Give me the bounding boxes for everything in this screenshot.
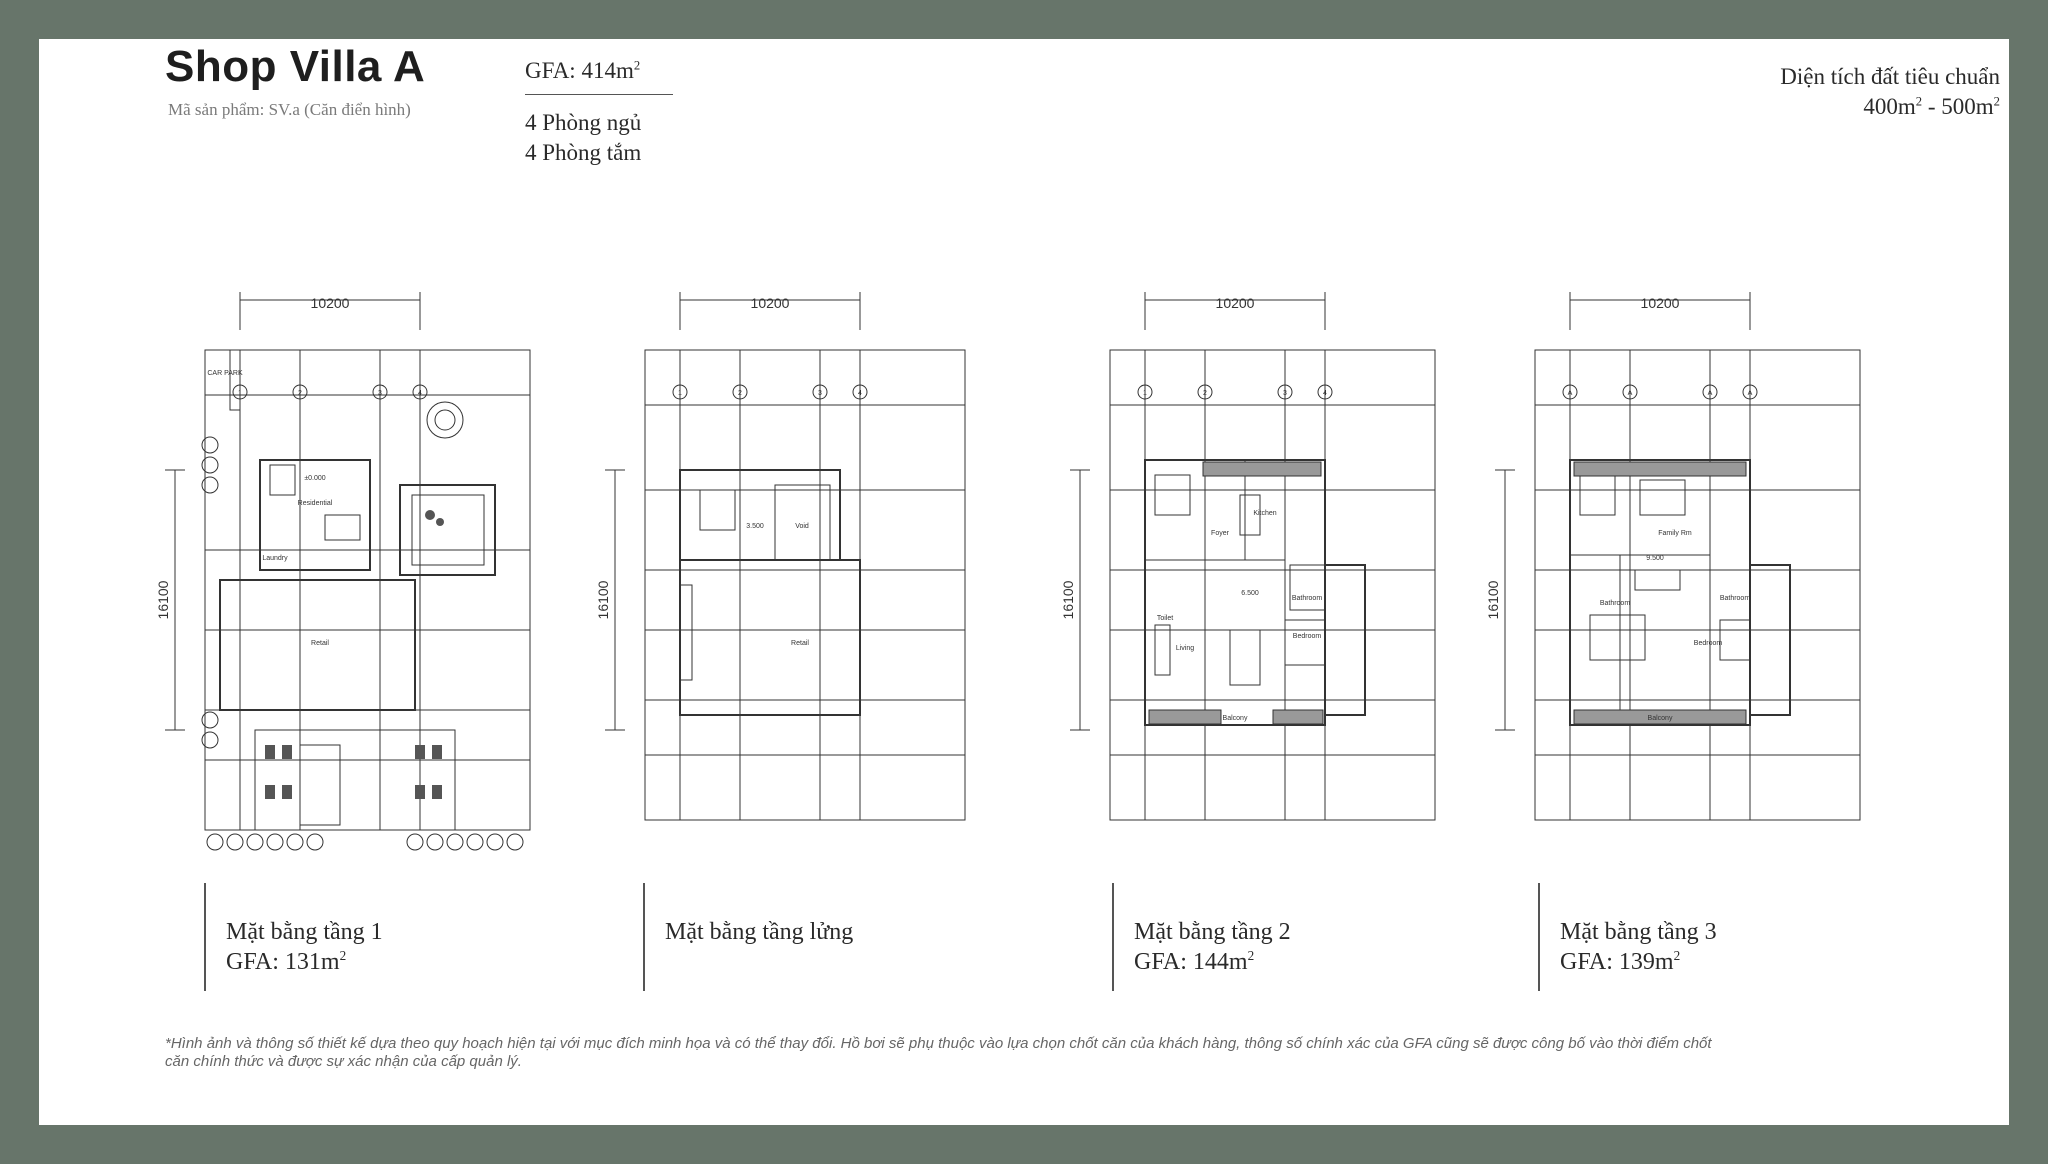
svg-text:3.500: 3.500: [746, 523, 764, 530]
floor-plan-2: [1055, 290, 1455, 870]
svg-text:1: 1: [678, 390, 682, 397]
plan-3-width: 10200: [1640, 295, 1680, 311]
caption-floor-1-gfa: GFA: $131m^2$: [226, 948, 347, 975]
caption-floor-3-gfa: GFA: $139m^2$: [1560, 948, 1681, 975]
svg-text:Balcony: Balcony: [1222, 715, 1248, 722]
bathroom-count: 4 Phòng tắm: [525, 140, 642, 165]
bedroom-count: 4 Phòng ngủ: [525, 110, 642, 135]
caption-floor-mezzanine-title: Mặt bằng tầng lửng: [665, 919, 854, 945]
svg-text:Kitchen: Kitchen: [1253, 510, 1277, 517]
plan-3-depth: 16100: [1485, 580, 1501, 620]
svg-text:Family Rm: Family Rm: [1658, 530, 1692, 537]
svg-text:4: 4: [1323, 390, 1327, 397]
caption-floor-mezzanine: [643, 883, 853, 991]
svg-text:Bathroom: Bathroom: [1719, 595, 1751, 602]
land-area: [1780, 62, 2000, 122]
floor-plan-1-drawing: [150, 290, 550, 870]
svg-text:Retail: Retail: [791, 640, 809, 647]
floor-plan-3: [1480, 290, 1880, 870]
floor-plan-1: [150, 290, 550, 870]
svg-text:±0.000: ±0.000: [304, 475, 326, 482]
svg-text:4: 4: [418, 390, 422, 397]
svg-text:2: 2: [298, 390, 302, 397]
floor-plan-mezzanine: [590, 290, 990, 870]
svg-text:CAR PARK: CAR PARK: [207, 370, 243, 377]
total-gfa: GFA: $414m^2$: [525, 58, 641, 83]
svg-text:A: A: [1627, 390, 1633, 397]
caption-floor-3: [1538, 883, 1717, 991]
svg-text:A: A: [1707, 390, 1713, 397]
caption-floor-3-title: Mặt bằng tầng 3: [1560, 919, 1717, 945]
gfa-divider: [525, 94, 673, 95]
svg-text:A: A: [1567, 390, 1573, 397]
svg-text:3: 3: [1283, 390, 1287, 397]
svg-text:Living: Living: [1175, 645, 1195, 652]
room-counts: [525, 108, 641, 168]
svg-text:Void: Void: [795, 523, 809, 530]
floor-plan-2-drawing: [1055, 290, 1455, 870]
floor-plan-3-drawing: [1480, 290, 1880, 870]
svg-text:Bathroom: Bathroom: [1291, 595, 1323, 602]
plan-1-depth: 16100: [155, 580, 171, 620]
svg-text:Residential: Residential: [297, 500, 333, 507]
plan-m-width: 10200: [750, 295, 790, 311]
svg-text:Toilet: Toilet: [1156, 615, 1174, 622]
svg-text:6.500: 6.500: [1241, 590, 1259, 597]
svg-text:3: 3: [378, 390, 382, 397]
caption-floor-1: [204, 883, 383, 991]
plan-2-depth: 16100: [1060, 580, 1076, 620]
caption-floor-2-gfa: GFA: $144m^2$: [1134, 948, 1255, 975]
svg-text:Retail: Retail: [311, 640, 329, 647]
svg-text:Bedroom: Bedroom: [1292, 633, 1322, 640]
svg-text:1: 1: [238, 390, 242, 397]
land-area-value: $400m^2 - 500m^2$: [1863, 94, 2000, 119]
caption-floor-2: [1112, 883, 1291, 991]
caption-floor-1-title: Mặt bằng tầng 1: [226, 919, 383, 945]
svg-text:9.500: 9.500: [1646, 555, 1664, 562]
plan-1-width: 10200: [310, 295, 350, 311]
svg-text:2: 2: [1203, 390, 1207, 397]
caption-floor-2-title: Mặt bằng tầng 2: [1134, 919, 1291, 945]
footnote: *Hình ảnh và thông số thiết kế dựa theo quy hoạch hiện tại với mục đích minh họa và có thể thay đổi. Hồ bơi sẽ phụ thuộc vào lựa chọn chốt căn của khách hàng, thông số chính xác của GFA cũng sẽ được công bố vào thời điểm chốt căn chính thức và được sự xác nhận của cấp quản lý.: [165, 1035, 1712, 1070]
svg-text:Foyer: Foyer: [1211, 530, 1229, 537]
land-area-label: Diện tích đất tiêu chuẩn: [1780, 64, 2000, 89]
svg-text:3: 3: [818, 390, 822, 397]
svg-text:A: A: [1747, 390, 1753, 397]
svg-text:Laundry: Laundry: [262, 555, 288, 562]
svg-text:1: 1: [1143, 390, 1147, 397]
plan-m-depth: 16100: [595, 580, 611, 620]
floor-plan-mezzanine-drawing: [590, 290, 990, 870]
product-code: Mã sản phẩm: SV.a (Căn điển hình): [168, 100, 411, 119]
plan-2-width: 10200: [1215, 295, 1255, 311]
svg-text:Bedroom: Bedroom: [1693, 640, 1723, 647]
page-title: Shop Villa A: [165, 42, 426, 91]
svg-text:Bathroom: Bathroom: [1599, 600, 1631, 607]
svg-text:Balcony: Balcony: [1647, 715, 1673, 722]
svg-text:4: 4: [858, 390, 862, 397]
svg-text:2: 2: [738, 390, 742, 397]
